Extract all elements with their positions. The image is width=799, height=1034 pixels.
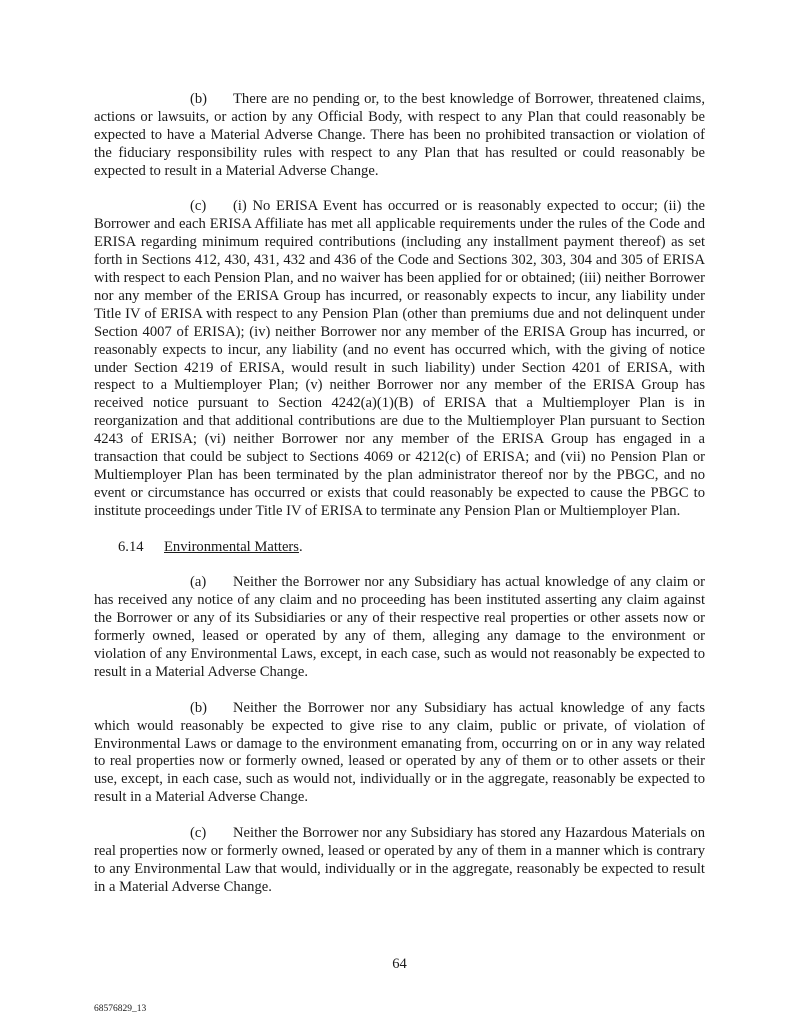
paragraph-env-b [94,700,705,807]
paragraph-env-a [94,574,705,681]
section-title-suffix: . [298,538,303,555]
paragraph-label: (a) [190,574,207,591]
paragraph-label: (c) [190,198,207,215]
paragraph-text: Neither the Borrower nor any Subsidiary has stored any Hazardous Materials on real properties now or formerly owned, leased or operated by any of them in a manner which is contrary to any Environmental Law that would, individually or in the aggregate, reasonably be expected to result in a Material Adverse Change. [94,825,705,895]
section-heading [94,539,705,557]
paragraph-env-c [94,825,705,897]
page-number: 64 [392,956,407,972]
paragraph-text: Neither the Borrower nor any Subsidiary has actual knowledge of any facts which would reasonably be expected to give rise to any claim, public or private, of violation of Environmental Laws or damage to the environment emanating from, occurring on or in any way related to real properties now or formerly owned, leased or operated by any of them or to other assets or their use, except, in each case, such as would not, individually or in the aggregate, reasonably be expected to result in a Material Adverse Change. [94,699,705,806]
paragraph-text: (i) No ERISA Event has occurred or is reasonably expected to occur; (ii) the Borrower and each ERISA Affiliate has met all applicable requirements under the rules of the Code and ERISA regarding minimum required contributions (including any installment payment thereof) as set forth in Sections 412, 430, 431, 432 and 436 of the Code and Sections 302, 303, 304 and 305 of ERISA with respect to each Pension Plan, and no waiver has been applied for or obtained; (iii) neither Borrower nor any member of the ERISA Group has incurred, or reasonably expects to incur, any liability under Title IV of ERISA with respect to any Pension Plan (other than premiums due and not delinquent under Section 4007 of ERISA); (iv) neither Borrower nor any member of the ERISA Group has incurred, or reasonably expects to incur, any liability (and no event has occurred which, with the giving of notice under Section 4219 of ERISA, would result in such liability) under Section 4201 of ERISA, with respect to a Multiemployer Plan; (v) neither Borrower nor any member of the ERISA Group has received notice pursuant to Section 4242(a)(1)(B) of ERISA that a Multiemployer Plan is in reorganization and that additional contributions are due to the Multiemployer Plan pursuant to Section 4243 of ERISA; (vi) neither Borrower nor any member of the ERISA Group has engaged in a transaction that could be subject to Sections 4069 or 4212(c) of ERISA; and (vii) no Pension Plan or Multiemployer Plan has been terminated by the plan administrator thereof nor by the PBGC, and no event or circumstance has occurred or exists that could reasonably be expected to cause the PBGC to institute proceedings under Title IV of ERISA to terminate any Pension Plan or Multiemployer Plan. [94,198,705,519]
paragraph-text: Neither the Borrower nor any Subsidiary has actual knowledge of any claim or has received any notice of any claim and no proceeding has been instituted asserting any claim against the Borrower or any of its Subsidiaries or any of their respective real properties or other assets now or formerly owned, leased or operated by any of them, alleging any damage to the environment or violation of any Environmental Laws, except, in each case, such as would not reasonably be expected to result in a Material Adverse Change. [94,574,705,680]
paragraph-erisa-b [94,91,705,181]
paragraph-erisa-c [94,198,705,520]
document-body [94,91,705,915]
paragraph-text: There are no pending or, to the best knowledge of Borrower, threatened claims, actions or lawsuits, or action by any Official Body, with respect to any Plan that could reasonably be expected to have a Material Adverse Change. There has been no prohibited transaction or violation of the fiduciary responsibility rules with respect to any Plan that has resulted or could reasonably be expected to result in a Material Adverse Change. [94,91,705,179]
paragraph-label: (b) [190,91,208,107]
paragraph-label: (c) [190,825,207,842]
section-title: Environmental Matters [164,538,299,555]
document-id: 68576829_13 [94,1004,147,1014]
paragraph-label: (b) [190,699,208,716]
section-number: 6.14 [118,538,144,555]
